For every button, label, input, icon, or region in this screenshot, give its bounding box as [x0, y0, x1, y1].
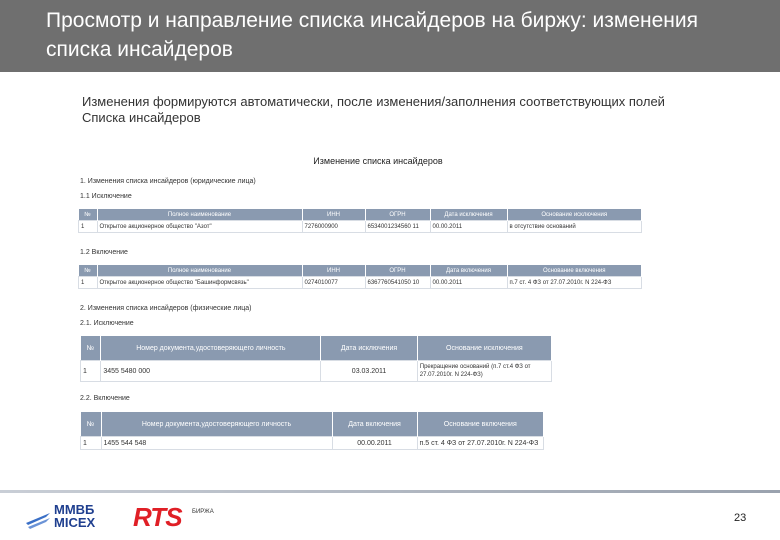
table-header-row [81, 336, 552, 361]
table-persons-included [80, 412, 544, 450]
table-legal-excluded [78, 209, 642, 233]
page-number: 23 [734, 512, 747, 524]
col-header: ИНН [302, 265, 365, 277]
cell: в отсутствие оснований [507, 221, 642, 233]
col-header: Дата включения [430, 265, 507, 277]
table-persons-excluded [80, 336, 552, 382]
col-header: ИНН [302, 209, 365, 221]
col-header: Основание включения [417, 412, 544, 437]
mmvb-logo-line1: ММВБ [54, 502, 95, 517]
footer-divider [0, 490, 780, 493]
cell: 0274010077 [302, 277, 365, 289]
section-1-2-title: 1.2 Включение [80, 249, 128, 256]
document-preview [78, 152, 644, 454]
table-row [79, 221, 642, 233]
table-row [79, 277, 642, 289]
cell: 03.03.2011 [321, 361, 417, 382]
rts-logo-subtitle: БИРЖА [192, 509, 214, 515]
mmvb-logo-line2: MICEX [54, 515, 96, 530]
document-title: Изменение списка инсайдеров [313, 156, 443, 166]
cell: 7276000900 [302, 221, 365, 233]
cell: 1 [79, 221, 98, 233]
slide-title: Просмотр и направление списка инсайдеров на биржу: изменения списка инсайдеров [46, 9, 698, 61]
table-row [81, 361, 552, 382]
mmvb-wing-icon [24, 509, 52, 529]
section-1-title: 1. Изменения списка инсайдеров (юридические лица) [80, 178, 256, 185]
rts-logo: RTS [133, 502, 182, 532]
mmvb-logo [24, 503, 114, 533]
cell: 1455 544 548 [101, 437, 332, 450]
section-2-title: 2. Изменения списка инсайдеров (физические лица) [80, 305, 252, 312]
cell: 3455 5480 000 [101, 361, 321, 382]
col-header: Номер документа,удостоверяющего личность [101, 336, 321, 361]
col-header: Полное наименование [97, 265, 302, 277]
col-header: № [81, 412, 102, 437]
cell: 1 [81, 437, 102, 450]
cell: 00.00.2011 [430, 277, 507, 289]
col-header: № [79, 265, 98, 277]
cell: Прекращение оснований (п.7 ст.4 ФЗ от 27.07.2010г. N 224-ФЗ) [417, 361, 551, 382]
table-row [81, 437, 544, 450]
section-2-2-title: 2.2. Включение [80, 395, 130, 402]
col-header: № [79, 209, 98, 221]
col-header: ОГРН [365, 265, 430, 277]
mmvb-logo-text [54, 503, 95, 529]
cell: Открытое акционерное общество "Башинформсвязь" [97, 277, 302, 289]
slide-header [0, 0, 780, 72]
cell: 6367760541050 10 [365, 277, 430, 289]
col-header: № [81, 336, 101, 361]
col-header: Основание исключения [417, 336, 551, 361]
cell: п.5 ст. 4 ФЗ от 27.07.2010г. N 224-ФЗ [417, 437, 544, 450]
cell: Открытое акционерное общество "Азот" [97, 221, 302, 233]
table-header-row [81, 412, 544, 437]
section-1-1-title: 1.1 Исключение [80, 193, 132, 200]
table-header-row [79, 209, 642, 221]
cell: 00.00.2011 [332, 437, 417, 450]
section-2-1-title: 2.1. Исключение [80, 320, 134, 327]
col-header: Дата включения [332, 412, 417, 437]
col-header: Номер документа,удостоверяющего личность [101, 412, 332, 437]
col-header: ОГРН [365, 209, 430, 221]
col-header: Дата исключения [430, 209, 507, 221]
intro-text: Изменения формируются автоматически, после изменения/заполнения соответствующих полей Списка инсайдеров [82, 94, 665, 125]
col-header: Полное наименование [97, 209, 302, 221]
table-header-row [79, 265, 642, 277]
col-header: Дата исключения [321, 336, 417, 361]
table-legal-included [78, 265, 642, 289]
col-header: Основание исключения [507, 209, 642, 221]
col-header: Основание включения [507, 265, 642, 277]
cell: 1 [81, 361, 101, 382]
cell: 00.00.2011 [430, 221, 507, 233]
cell: 1 [79, 277, 98, 289]
cell: п.7 ст. 4 ФЗ от 27.07.2010г. N 224-ФЗ [507, 277, 642, 289]
cell: 6534001234560 11 [365, 221, 430, 233]
